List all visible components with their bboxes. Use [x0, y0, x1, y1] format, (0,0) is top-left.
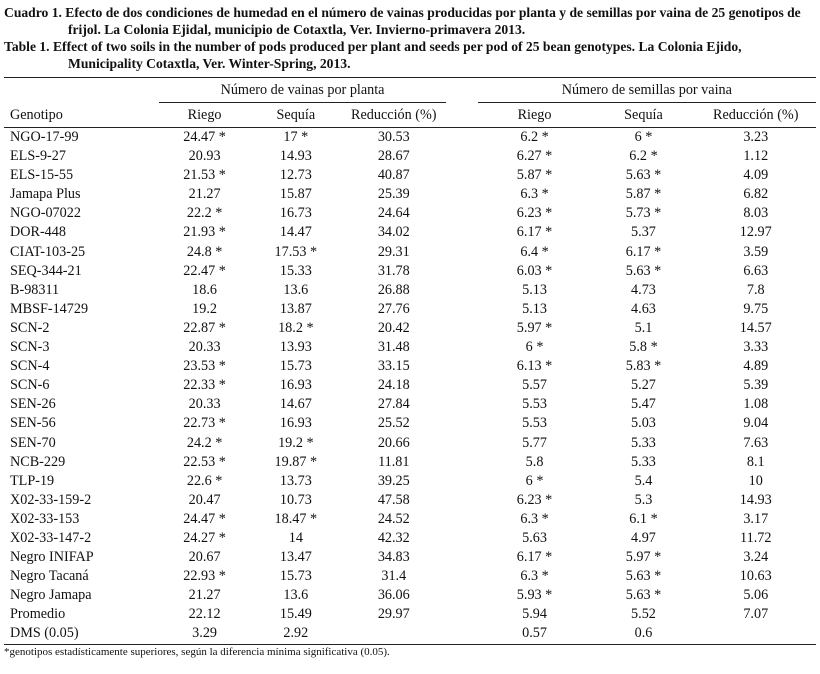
gap-cell — [446, 185, 478, 204]
pods-sequia-cell: 15.49 — [279, 606, 312, 623]
seeds-riego-cell: 6 * — [525, 472, 544, 489]
table-body — [4, 128, 816, 645]
gap-cell — [446, 223, 478, 242]
seeds-sequia-cell: 5.63 * — [625, 167, 662, 184]
genotype-cell: CIAT-103-25 — [10, 243, 86, 260]
pods-sequia-cell: 17 * — [283, 129, 309, 145]
pods-sequia-cell: 16.93 — [279, 377, 312, 394]
pods-sequia-cell: 19.87 * — [274, 453, 318, 470]
pods-riego-cell: 22.87 * — [183, 319, 226, 336]
gap-cell — [446, 300, 478, 319]
gap-cell — [446, 376, 478, 395]
seeds-sequia-cell: 5.83 * — [625, 358, 662, 375]
pods-riego-cell: 21.93 * — [183, 224, 226, 241]
seeds-riego-cell: 5.77 — [522, 434, 547, 451]
pods-sequia-cell: 15.33 — [279, 262, 312, 279]
pods-reduccion-cell: 28.67 — [377, 148, 410, 165]
pods-riego-cell: 22.73 * — [183, 415, 226, 432]
seeds-riego-cell: 6 * — [525, 339, 544, 356]
pods-reduccion-cell: 39.25 — [377, 472, 410, 489]
genotype-cell: Negro Tacaná — [10, 568, 89, 585]
pods-riego-cell: 24.8 * — [186, 243, 223, 260]
pods-sequia-cell: 16.73 — [279, 205, 312, 222]
genotype-cell: SCN-2 — [10, 319, 50, 336]
pods-riego-cell: 22.47 * — [183, 262, 226, 279]
gap-cell — [446, 567, 478, 586]
seeds-sequia-cell: 5.73 * — [625, 205, 662, 222]
table-row — [4, 147, 816, 166]
pods-reduccion-cell: 27.84 — [377, 396, 410, 413]
pods-sequia-cell: 16.93 — [279, 415, 312, 432]
pods-riego-cell: 22.12 — [188, 606, 221, 623]
seeds-reduccion-cell: 4.89 — [743, 358, 769, 375]
gap-cell — [446, 414, 478, 433]
pods-sequia-cell: 13.93 — [279, 339, 312, 356]
seeds-sequia-cell: 5.33 — [631, 453, 656, 470]
seeds-reduccion-cell: 9.75 — [743, 300, 769, 317]
genotype-cell: SCN-4 — [10, 358, 50, 375]
gap-cell — [446, 510, 478, 529]
seeds-sequia-cell: 5.3 — [634, 491, 653, 508]
seeds-sequia-cell: 5.1 — [634, 319, 653, 336]
table-row — [4, 605, 816, 624]
seeds-reduccion-cell: 12.97 — [739, 224, 772, 241]
seeds-sequia-cell: 6 * — [634, 129, 653, 145]
pods-sequia-cell: 13.47 — [279, 549, 312, 566]
seeds-riego-cell: 6.03 * — [516, 262, 553, 279]
seeds-reduccion-cell: 3.24 — [743, 549, 769, 566]
pods-sequia-cell: 13.6 — [283, 587, 309, 604]
pods-reduccion-cell: 26.88 — [377, 281, 410, 298]
table-row — [4, 529, 816, 548]
pods-sequia-cell: 18.2 * — [278, 319, 314, 336]
genotype-cell: X02-33-159-2 — [10, 491, 92, 508]
pods-reduccion-cell: 11.81 — [378, 453, 410, 470]
gap-cell — [446, 338, 478, 357]
table-row — [4, 453, 816, 472]
pods-sequia-cell: 17.53 * — [274, 243, 318, 260]
group-header-pods: Número de vainas por planta — [159, 78, 446, 103]
table-caption — [4, 4, 816, 72]
pods-riego-cell: 21.53 * — [183, 167, 226, 184]
seeds-sequia-cell: 5.27 — [631, 377, 656, 394]
genotype-cell: ELS-15-55 — [10, 167, 74, 184]
genotype-cell: X02-33-147-2 — [10, 529, 92, 546]
table-row — [4, 357, 816, 376]
results-table — [4, 77, 816, 645]
genotype-cell: X02-33-153 — [10, 510, 80, 527]
gap-cell — [446, 395, 478, 414]
table-row — [4, 300, 816, 319]
pods-riego-cell: 22.53 * — [183, 453, 226, 470]
pods-sequia-cell: 14 — [288, 529, 303, 546]
pods-sequia-cell: 15.73 — [279, 568, 312, 585]
gap-cell — [446, 529, 478, 548]
pods-reduccion-cell: 25.39 — [377, 186, 410, 203]
seeds-riego-cell: 5.93 * — [516, 587, 553, 604]
pods-riego-cell: 20.67 — [188, 549, 221, 566]
pods-reduccion-cell: 47.58 — [377, 491, 410, 508]
seeds-reduccion-cell: 7.63 — [743, 434, 769, 451]
seeds-reduccion-cell: 6.63 — [743, 262, 769, 279]
seeds-reduccion-cell: 3.33 — [743, 339, 769, 356]
genotype-cell: TLP-19 — [10, 472, 55, 489]
pods-riego-cell: 22.93 * — [183, 568, 226, 585]
col-pods-reduccion: Reducción (%) — [341, 103, 446, 128]
seeds-riego-cell: 5.97 * — [516, 319, 553, 336]
pods-reduccion-cell: 34.02 — [377, 224, 410, 241]
table-row — [4, 414, 816, 433]
seeds-reduccion-cell — [695, 624, 816, 644]
seeds-sequia-cell: 5.4 — [634, 472, 653, 489]
seeds-reduccion-cell: 10 — [748, 472, 763, 489]
pods-sequia-cell: 10.73 — [279, 491, 312, 508]
gap-cell — [446, 128, 478, 148]
seeds-riego-cell: 6.17 * — [516, 549, 553, 566]
seeds-sequia-cell: 4.63 — [631, 300, 656, 317]
pods-reduccion-cell: 20.66 — [377, 434, 410, 451]
seeds-riego-cell: 6.13 * — [516, 358, 553, 375]
table-row — [4, 491, 816, 510]
table-row — [4, 567, 816, 586]
pods-riego-cell: 24.2 * — [186, 434, 223, 451]
pods-sequia-cell: 14.47 — [279, 224, 312, 241]
pods-riego-cell: 22.2 * — [186, 205, 223, 222]
seeds-riego-cell: 6.2 * — [520, 129, 549, 145]
pods-sequia-cell: 2.92 — [250, 624, 341, 644]
col-genotype: Genotipo — [4, 103, 159, 128]
table-row — [4, 376, 816, 395]
table-row — [4, 624, 816, 644]
pods-reduccion-cell: 31.48 — [377, 339, 410, 356]
seeds-reduccion-cell: 5.06 — [743, 587, 769, 604]
col-seeds-reduccion: Reducción (%) — [695, 103, 816, 128]
seeds-reduccion-cell: 5.39 — [743, 377, 769, 394]
pods-sequia-cell: 15.73 — [279, 358, 312, 375]
genotype-cell: Jamapa Plus — [10, 186, 81, 203]
pods-reduccion-cell: 34.83 — [377, 549, 410, 566]
pods-riego-cell: 19.2 — [192, 300, 217, 317]
genotype-cell: Negro Jamapa — [10, 587, 92, 604]
seeds-riego-cell: 0.57 — [478, 624, 592, 644]
seeds-reduccion-cell: 6.82 — [743, 186, 769, 203]
seeds-reduccion-cell: 1.12 — [743, 148, 769, 165]
pods-reduccion-cell: 36.06 — [377, 587, 410, 604]
seeds-riego-cell: 5.13 — [522, 281, 547, 298]
pods-sequia-cell: 19.2 * — [278, 434, 314, 451]
seeds-reduccion-cell: 9.04 — [743, 415, 769, 432]
seeds-reduccion-cell: 14.93 — [739, 491, 772, 508]
table-row — [4, 243, 816, 262]
seeds-riego-cell: 5.53 — [522, 396, 547, 413]
seeds-sequia-cell: 5.63 * — [625, 587, 662, 604]
seeds-riego-cell: 5.63 — [522, 529, 547, 546]
seeds-sequia-cell: 4.97 — [631, 529, 656, 546]
seeds-reduccion-cell: 14.57 — [739, 319, 772, 336]
table-row — [4, 395, 816, 414]
seeds-sequia-cell: 5.8 * — [629, 339, 658, 356]
gap-cell — [446, 243, 478, 262]
pods-reduccion-cell: 29.97 — [377, 606, 410, 623]
seeds-sequia-cell: 5.33 — [631, 434, 656, 451]
seeds-reduccion-cell: 7.8 — [746, 281, 765, 298]
gap-cell — [446, 204, 478, 223]
pods-riego-cell: 23.53 * — [183, 358, 226, 375]
seeds-sequia-cell: 0.6 — [591, 624, 695, 644]
seeds-riego-cell: 6.3 * — [520, 186, 549, 203]
seeds-sequia-cell: 5.63 * — [625, 262, 662, 279]
gap-cell — [446, 491, 478, 510]
seeds-riego-cell: 5.57 — [522, 377, 547, 394]
gap-cell — [446, 586, 478, 605]
gap-cell — [446, 262, 478, 281]
col-pods-sequia: Sequía — [250, 103, 341, 128]
gap-cell — [446, 472, 478, 491]
gap-cell — [446, 453, 478, 472]
pods-riego-cell: 3.29 — [159, 624, 250, 644]
seeds-sequia-cell: 6.17 * — [625, 243, 662, 260]
pods-sequia-cell: 15.87 — [279, 186, 312, 203]
genotype-cell: SEN-26 — [10, 396, 56, 413]
group-header-row — [4, 78, 816, 103]
seeds-reduccion-cell: 4.09 — [743, 167, 769, 184]
col-gap — [446, 103, 478, 128]
seeds-reduccion-cell: 8.1 — [746, 453, 765, 470]
genotype-cell: Promedio — [10, 606, 66, 623]
gap-cell — [446, 548, 478, 567]
pods-riego-cell: 18.6 — [192, 281, 217, 298]
pods-reduccion-cell — [341, 624, 446, 644]
column-header-row — [4, 103, 816, 128]
pods-reduccion-cell: 33.15 — [377, 358, 410, 375]
gap-cell — [446, 357, 478, 376]
pods-riego-cell: 24.47 * — [183, 129, 226, 145]
genotype-cell: ELS-9-27 — [10, 148, 66, 165]
seeds-sequia-cell: 5.97 * — [625, 549, 662, 566]
seeds-riego-cell: 5.87 * — [516, 167, 553, 184]
table-row — [4, 434, 816, 453]
seeds-sequia-cell: 5.03 — [631, 415, 656, 432]
pods-riego-cell: 22.6 * — [186, 472, 223, 489]
pods-riego-cell: 24.27 * — [183, 529, 226, 546]
gap-cell — [446, 166, 478, 185]
pods-sequia-cell: 14.93 — [279, 148, 312, 165]
pods-reduccion-cell: 24.18 — [377, 377, 410, 394]
pods-riego-cell: 22.33 * — [183, 377, 226, 394]
genotype-cell: NGO-17-99 — [10, 129, 79, 145]
seeds-sequia-cell: 5.87 * — [625, 186, 662, 203]
genotype-cell: SEQ-344-21 — [10, 262, 82, 279]
genotype-cell: SEN-56 — [10, 415, 56, 432]
pods-reduccion-cell: 24.64 — [377, 205, 410, 222]
seeds-sequia-cell: 6.2 * — [629, 148, 658, 165]
seeds-sequia-cell: 5.52 — [631, 606, 656, 623]
seeds-reduccion-cell: 8.03 — [743, 205, 769, 222]
seeds-riego-cell: 6.3 * — [520, 568, 549, 585]
pods-reduccion-cell: 42.32 — [377, 529, 410, 546]
seeds-reduccion-cell: 1.08 — [743, 396, 769, 413]
pods-sequia-cell: 13.73 — [279, 472, 312, 489]
genotype-cell: MBSF-14729 — [10, 300, 89, 317]
pods-reduccion-cell: 20.42 — [377, 319, 410, 336]
table-row — [4, 281, 816, 300]
pods-riego-cell: 21.27 — [188, 186, 221, 203]
genotype-cell: Negro INIFAP — [10, 549, 94, 566]
pods-sequia-cell: 18.47 * — [274, 510, 318, 527]
pods-reduccion-cell: 29.31 — [377, 243, 410, 260]
genotype-cell: NGO-07022 — [10, 205, 81, 222]
pods-reduccion-cell: 30.53 — [377, 129, 410, 145]
table-row — [4, 548, 816, 567]
table-row — [4, 128, 816, 148]
footnote: *genotipos estadísticamente superiores, según la diferencia mínima significativa (0.05). — [4, 645, 390, 658]
caption-english: Table 1. Effect of two soils in the number of pods produced per plant and seeds per pod of 25 bean genotypes. La Colonia Ejido, Municipality Cotaxtla, Ver. Winter-Spring, 2013. — [4, 39, 742, 71]
pods-riego-cell: 24.47 * — [183, 510, 226, 527]
pods-sequia-cell: 13.6 — [283, 281, 309, 298]
seeds-reduccion-cell: 7.07 — [743, 606, 769, 623]
genotype-cell: SCN-3 — [10, 339, 50, 356]
pods-sequia-cell: 14.67 — [279, 396, 312, 413]
table-row — [4, 204, 816, 223]
pods-riego-cell: 20.47 — [188, 491, 221, 508]
seeds-reduccion-cell: 3.17 — [743, 510, 769, 527]
pods-reduccion-cell: 31.78 — [377, 262, 410, 279]
seeds-riego-cell: 6.3 * — [520, 510, 549, 527]
seeds-reduccion-cell: 3.23 — [743, 129, 769, 145]
pods-reduccion-cell: 27.76 — [377, 300, 410, 317]
pods-riego-cell: 21.27 — [188, 587, 221, 604]
seeds-riego-cell: 6.23 * — [516, 491, 553, 508]
table-row — [4, 338, 816, 357]
col-seeds-sequia: Sequía — [591, 103, 695, 128]
group-header-seeds: Número de semillas por vaina — [478, 78, 816, 103]
seeds-riego-cell: 5.8 — [525, 453, 544, 470]
pods-sequia-cell: 13.87 — [279, 300, 312, 317]
seeds-riego-cell: 5.13 — [522, 300, 547, 317]
pods-reduccion-cell: 31.4 — [381, 568, 407, 585]
gap-cell — [446, 624, 478, 644]
gap-cell — [446, 281, 478, 300]
table-row — [4, 319, 816, 338]
pods-riego-cell: 20.33 — [188, 339, 221, 356]
seeds-reduccion-cell: 3.59 — [743, 243, 769, 260]
pods-riego-cell: 20.93 — [188, 148, 221, 165]
genotype-cell: DMS (0.05) — [4, 624, 159, 644]
seeds-sequia-cell: 5.47 — [631, 396, 656, 413]
pods-reduccion-cell: 40.87 — [377, 167, 410, 184]
seeds-riego-cell: 6.27 * — [516, 148, 553, 165]
col-pods-riego: Riego — [159, 103, 250, 128]
seeds-riego-cell: 6.17 * — [516, 224, 553, 241]
seeds-sequia-cell: 5.37 — [631, 224, 656, 241]
pods-reduccion-cell: 25.52 — [377, 415, 410, 432]
seeds-riego-cell: 5.53 — [522, 415, 547, 432]
genotype-cell: NCB-229 — [10, 453, 66, 470]
seeds-sequia-cell: 6.1 * — [629, 510, 658, 527]
table-row — [4, 472, 816, 491]
table-row — [4, 223, 816, 242]
table-row — [4, 185, 816, 204]
col-seeds-riego: Riego — [478, 103, 592, 128]
seeds-riego-cell: 6.4 * — [520, 243, 549, 260]
seeds-sequia-cell: 4.73 — [631, 281, 656, 298]
genotype-cell: SEN-70 — [10, 434, 56, 451]
pods-reduccion-cell: 24.52 — [377, 510, 410, 527]
genotype-cell: SCN-6 — [10, 377, 50, 394]
gap-cell — [446, 434, 478, 453]
gap-cell — [446, 147, 478, 166]
table-row — [4, 510, 816, 529]
seeds-riego-cell: 5.94 — [522, 606, 547, 623]
gap-cell — [446, 605, 478, 624]
seeds-reduccion-cell: 10.63 — [739, 568, 772, 585]
table-row — [4, 586, 816, 605]
pods-sequia-cell: 12.73 — [279, 167, 312, 184]
genotype-cell: DOR-448 — [10, 224, 66, 241]
seeds-riego-cell: 6.23 * — [516, 205, 553, 222]
seeds-reduccion-cell: 11.72 — [740, 529, 772, 546]
table-row — [4, 262, 816, 281]
caption-spanish: Cuadro 1. Efecto de dos condiciones de humedad en el número de vainas producidas por planta y de semillas por vaina de 25 genotipos de frijol. La Colonia Ejidal, municipio de Cotaxtla, Ver. Invierno-primavera 2013. — [4, 5, 801, 37]
pods-riego-cell: 20.33 — [188, 396, 221, 413]
table-row — [4, 166, 816, 185]
genotype-cell: B-98311 — [10, 281, 60, 298]
gap-cell — [446, 319, 478, 338]
seeds-sequia-cell: 5.63 * — [625, 568, 662, 585]
